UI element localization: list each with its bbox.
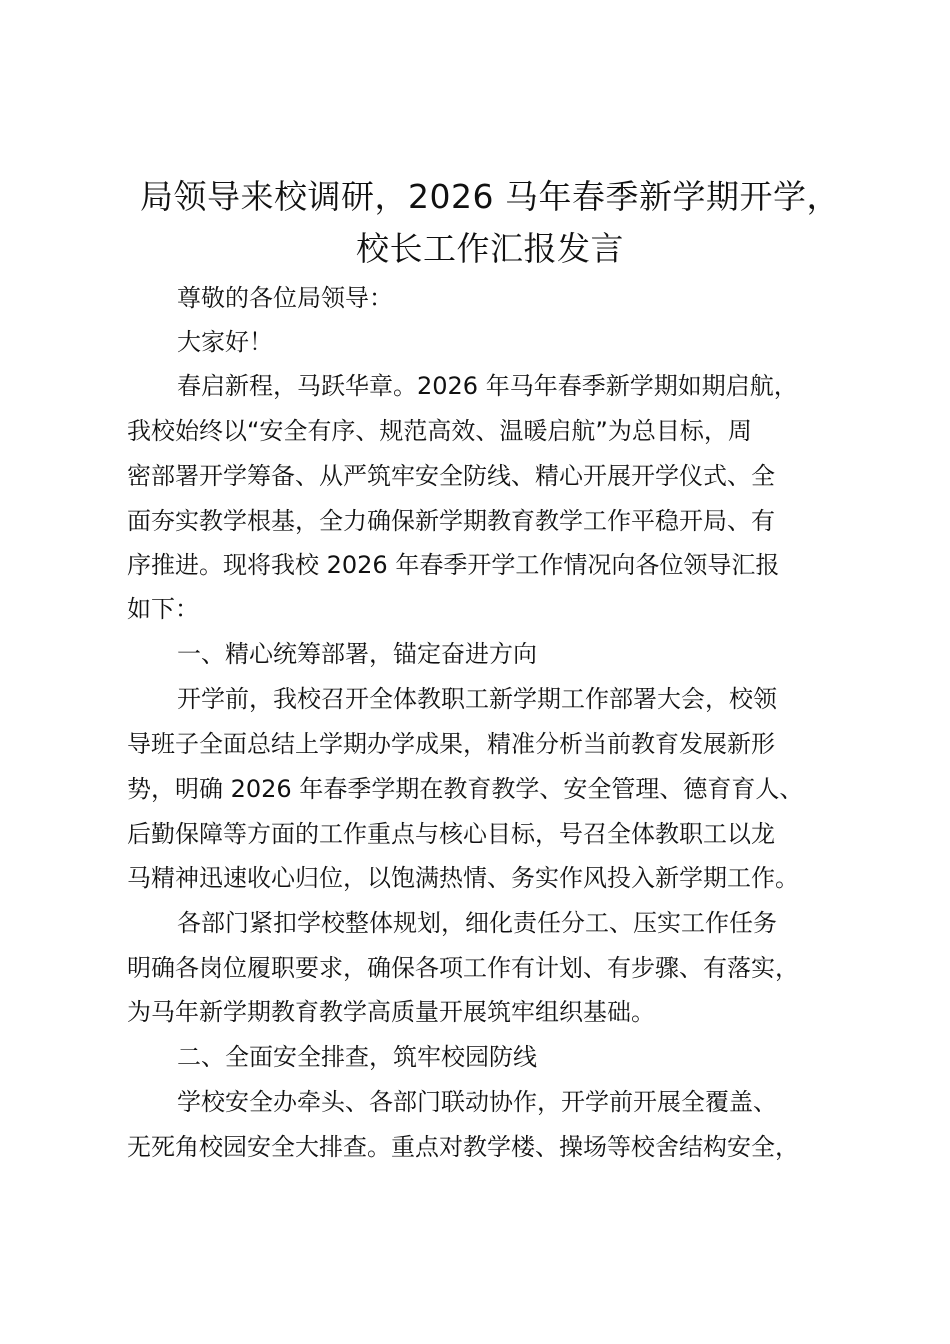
paragraph-line: 我校始终以“安全有序、规范高效、温暖启航”为总目标，周 [127, 417, 752, 445]
paragraph-line: 马精神迅速收心归位，以饱满热情、务实作风投入新学期工作。 [127, 864, 799, 892]
paragraph-line: 学校安全办牵头、各部门联动协作，开学前开展全覆盖、 [177, 1088, 777, 1116]
paragraph-line: 如下： [127, 595, 199, 623]
paragraph-line: 开学前，我校召开全体教职工新学期工作部署大会，校领 [177, 685, 777, 713]
paragraph-line: 序推进。现将我校 2026 年春季开学工作情况向各位领导汇报 [127, 551, 780, 579]
paragraph-line: 密部署开学筹备、从严筑牢安全防线、精心开展开学仪式、全 [127, 462, 775, 490]
paragraph-line: 为马年新学期教育教学高质量开展筑牢组织基础。 [127, 998, 655, 1026]
paragraph-line: 各部门紧扣学校整体规划，细化责任分工、压实工作任务 [177, 909, 777, 937]
paragraph-line: 势，明确 2026 年春季学期在教育教学、安全管理、德育育人、 [127, 775, 804, 803]
greeting: 大家好！ [177, 328, 273, 356]
paragraph-line: 春启新程，马跃华章。2026 年马年春季新学期如期启航， [177, 372, 798, 400]
paragraph-line: 后勤保障等方面的工作重点与核心目标，号召全体教职工以龙 [127, 820, 775, 848]
section-heading-2: 二、全面安全排查，筑牢校园防线 [177, 1043, 537, 1071]
salutation: 尊敬的各位局领导： [177, 284, 393, 312]
paragraph-line: 无死角校园安全大排查。重点对教学楼、操场等校舍结构安全， [127, 1133, 799, 1161]
paragraph-line: 导班子全面总结上学期办学成果，精准分析当前教育发展新形 [127, 730, 775, 758]
paragraph-line: 明确各岗位履职要求，确保各项工作有计划、有步骤、有落实， [127, 954, 799, 982]
paragraph-line: 面夯实教学根基，全力确保新学期教育教学工作平稳开局、有 [127, 507, 775, 535]
document-title-line-1: 局领导来校调研，2026 马年春季新学期开学， [140, 177, 840, 216]
section-heading-1: 一、精心统筹部署，锚定奋进方向 [177, 640, 537, 668]
document-title-line-2: 校长工作汇报发言 [356, 229, 624, 268]
